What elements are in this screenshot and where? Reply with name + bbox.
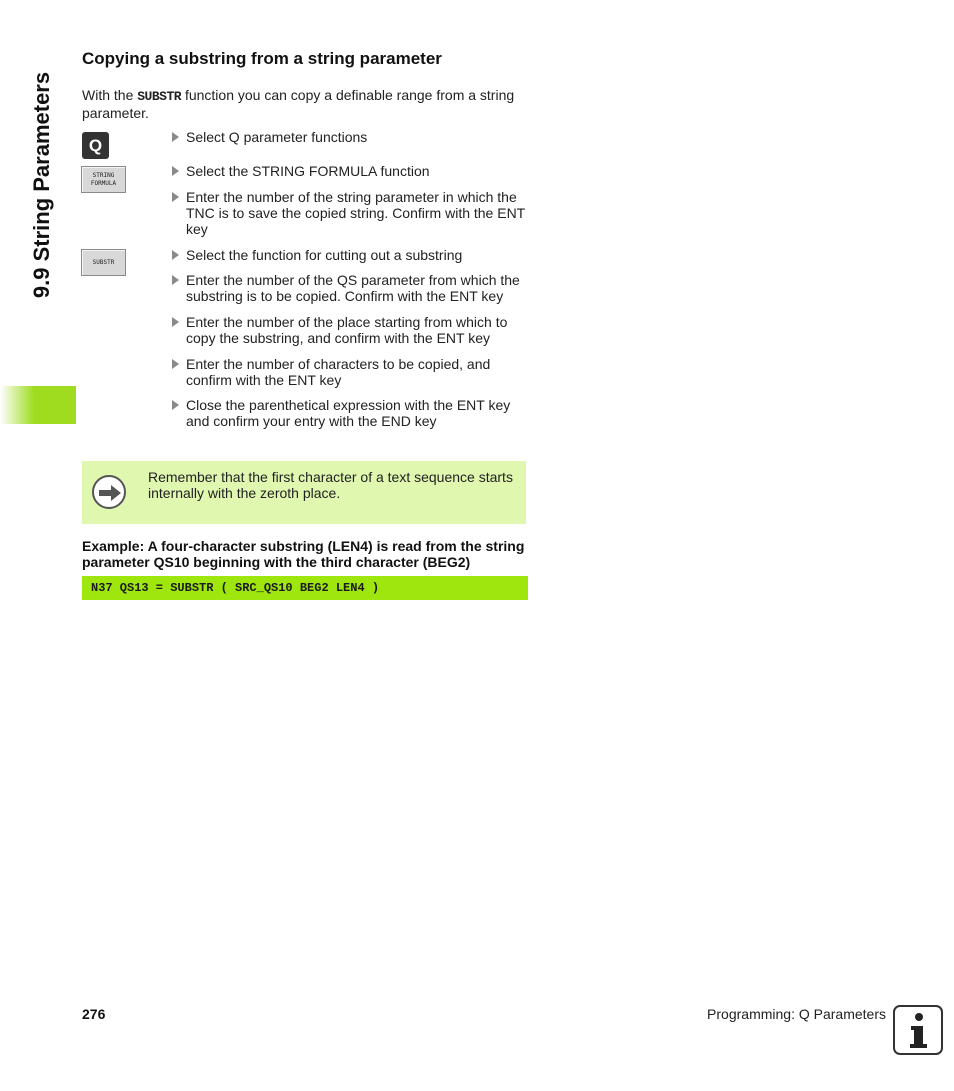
list-item: Enter the number of the place starting from which to copy the substring, and confirm with the ENT key	[172, 314, 528, 346]
bullet-arrow-icon	[172, 359, 179, 369]
chapter-title: 9.9 String Parameters	[29, 71, 54, 299]
bullet-arrow-icon	[172, 275, 179, 285]
list-item: Select Q parameter functions	[172, 129, 528, 145]
page-number: 276	[82, 1006, 106, 1022]
info-icon	[893, 1005, 943, 1055]
substr-softkey[interactable]: SUBSTR	[81, 249, 126, 276]
arrow-right-icon	[92, 475, 126, 509]
list-item: Enter the number of the string parameter in which the TNC is to save the copied string. Confirm with the ENT key	[172, 189, 528, 237]
q-key-button[interactable]: Q	[82, 132, 109, 159]
bullet-arrow-icon	[172, 250, 179, 260]
list-item: Select the function for cutting out a substring	[172, 247, 528, 263]
bullet-arrow-icon	[172, 166, 179, 176]
note-text: Remember that the first character of a text sequence starts internally with the zeroth place.	[148, 469, 513, 501]
note-box	[82, 461, 526, 524]
bullet-arrow-icon	[172, 317, 179, 327]
substr-code: SUBSTR	[137, 89, 182, 104]
string-formula-softkey[interactable]: STRING FORMULA	[81, 166, 126, 193]
bullet-arrow-icon	[172, 192, 179, 202]
example-code-line: N37 QS13 = SUBSTR ( SRC_QS10 BEG2 LEN4 )	[82, 576, 528, 600]
bullet-arrow-icon	[172, 400, 179, 410]
example-title: Example: A four-character substring (LEN4) is read from the string parameter QS10 beginning with the third character (BEG2)	[82, 538, 525, 570]
section-heading: Copying a substring from a string parameter	[82, 49, 442, 68]
bullet-arrow-icon	[172, 132, 179, 142]
list-item: Enter the number of characters to be copied, and confirm with the ENT key	[172, 356, 528, 388]
footer-title: Programming: Q Parameters	[707, 1006, 886, 1022]
list-item: Close the parenthetical expression with the ENT key and confirm your entry with the END key	[172, 397, 528, 429]
chapter-tab-marker	[0, 386, 76, 424]
list-item: Enter the number of the QS parameter from which the substring is to be copied. Confirm with the ENT key	[172, 272, 528, 304]
intro-paragraph: With the SUBSTR function you can copy a definable range from a string parameter.	[82, 87, 515, 121]
list-item: Select the STRING FORMULA function	[172, 163, 528, 179]
